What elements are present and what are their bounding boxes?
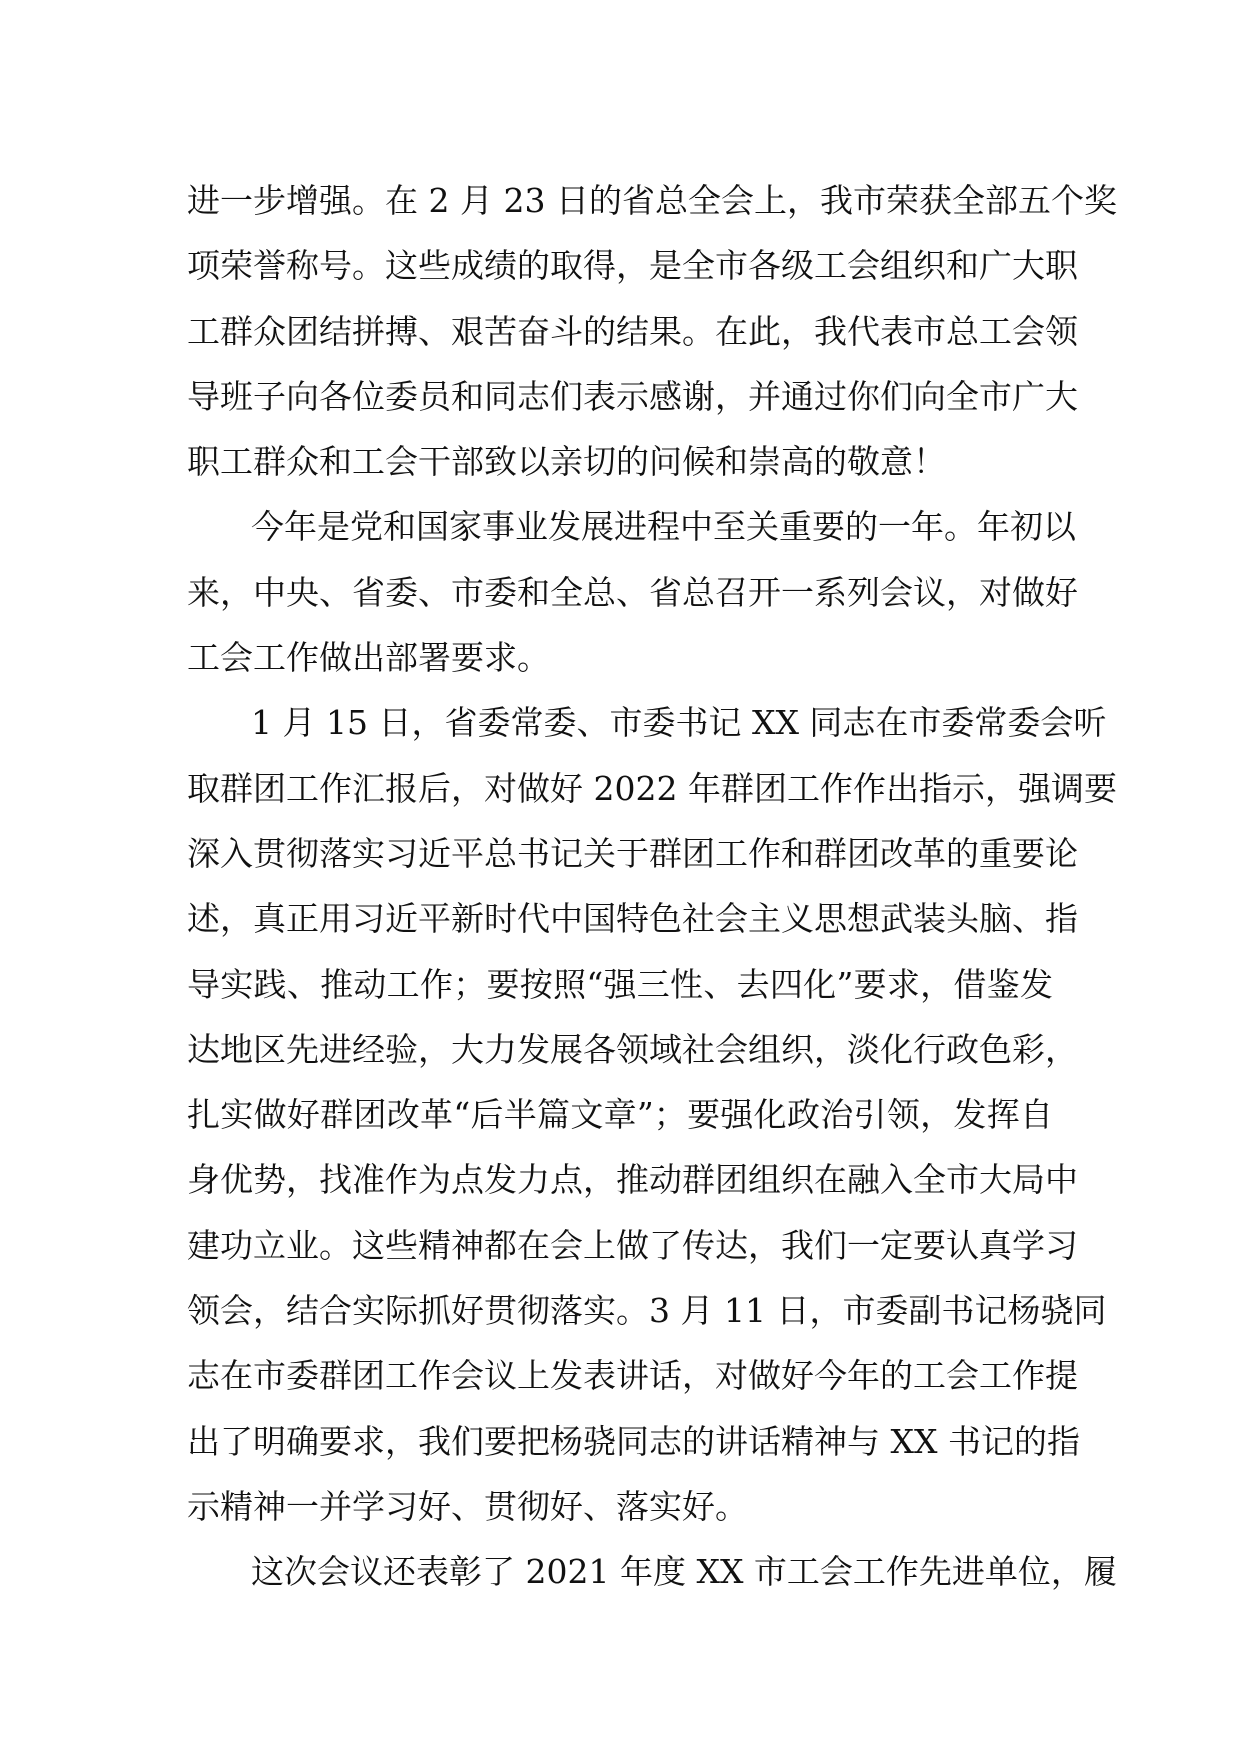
text-line: 这次会议还表彰了 2021 年度 XX 市工会工作先进单位，履	[251, 1552, 1117, 1592]
text-line: 导实践、推动工作；要按照“强三性、去四化”要求，借鉴发	[187, 964, 1053, 1004]
paragraph-instructions	[187, 690, 1117, 1539]
text-line: 导班子向各位委员和同志们表示感谢，并通过你们向全市广大	[187, 376, 1078, 416]
paragraph-this-year	[187, 494, 1078, 690]
document-body	[187, 168, 1117, 1605]
text-line: 出了明确要求，我们要把杨骁同志的讲话精神与 XX 书记的指	[187, 1421, 1080, 1461]
text-line: 职工群众和工会干部致以亲切的问候和崇高的敬意！	[187, 442, 946, 482]
paragraph-achievements	[187, 168, 1117, 494]
text-line: 项荣誉称号。这些成绩的取得，是全市各级工会组织和广大职	[187, 246, 1078, 286]
text-line: 志在市委群团工作会议上发表讲话，对做好今年的工会工作提	[187, 1356, 1078, 1396]
text-line: 领会，结合实际抓好贯彻落实。3 月 11 日，市委副书记杨骁同	[187, 1291, 1107, 1331]
text-line: 建功立业。这些精神都在会上做了传达，我们一定要认真学习	[187, 1225, 1078, 1265]
text-line: 达地区先进经验，大力发展各领域社会组织，淡化行政色彩，	[187, 1029, 1078, 1069]
text-line: 进一步增强。在 2 月 23 日的省总全会上，我市荣获全部五个奖	[187, 181, 1117, 220]
text-line: 身优势，找准作为点发力点，推动群团组织在融入全市大局中	[187, 1160, 1078, 1200]
text-line: 扎实做好群团改革“后半篇文章”；要强化政治引领，发挥自	[187, 1095, 1053, 1135]
text-line: 来，中央、省委、市委和全总、省总召开一系列会议，对做好	[187, 572, 1078, 612]
paragraph-commendation	[187, 1539, 1117, 1604]
text-line: 工群众团结拼搏、艰苦奋斗的结果。在此，我代表市总工会领	[187, 311, 1078, 351]
text-line: 工会工作做出部署要求。	[187, 638, 550, 678]
text-line: 取群团工作汇报后，对做好 2022 年群团工作作出指示，强调要	[187, 768, 1117, 808]
text-line: 述，真正用习近平新时代中国特色社会主义思想武装头脑、指	[187, 899, 1078, 939]
text-line: 示精神一并学习好、贯彻好、落实好。	[187, 1486, 748, 1526]
text-line: 深入贯彻落实习近平总书记关于群团工作和群团改革的重要论	[187, 833, 1078, 873]
text-line: 1 月 15 日，省委常委、市委书记 XX 同志在市委常委会听	[251, 703, 1107, 743]
text-line: 今年是党和国家事业发展进程中至关重要的一年。年初以	[251, 507, 1076, 547]
